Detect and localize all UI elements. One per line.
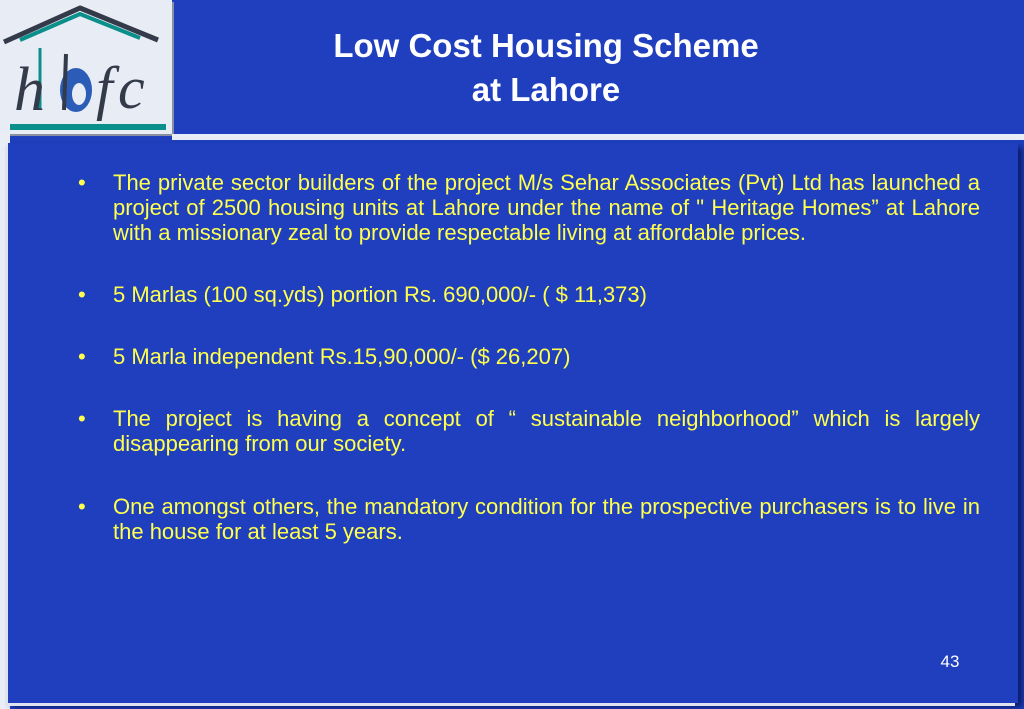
bullet-item <box>74 344 980 369</box>
bullet-item <box>74 282 980 307</box>
title-line-2: at Lahore <box>471 71 621 108</box>
header-divider <box>172 134 1024 140</box>
bullet-dot-icon: • <box>78 406 86 431</box>
bullet-dot-icon: • <box>78 344 86 369</box>
bullet-text: The private sector builders of the project M/s Sehar Associates (Pvt) Ltd has launched a project of 2500 housing units at Lahore under the name of " Heritage Homes” at Lahore with a missionary zeal to provide respectable living at affordable prices. <box>113 170 980 245</box>
page-number: 43 <box>940 652 960 671</box>
bullet-item <box>74 406 980 456</box>
bullet-item <box>74 170 980 245</box>
house-logo-icon <box>0 0 172 134</box>
slide-title <box>300 24 792 112</box>
title-line-1: Low Cost Housing Scheme <box>333 27 759 64</box>
svg-text:h: h <box>14 56 45 124</box>
bullet-dot-icon: • <box>78 282 86 307</box>
bullet-text: The project is having a concept of “ sustainable neighborhood” which is largely disappearing from our society. <box>113 406 980 456</box>
bullet-item <box>74 494 980 544</box>
hbfc-logo <box>0 0 172 134</box>
bullet-dot-icon: • <box>78 494 86 519</box>
bullet-dot-icon: • <box>78 170 86 195</box>
bullet-text: 5 Marla independent Rs.15,90,000/- ($ 26,207) <box>113 344 571 369</box>
svg-text:f: f <box>96 55 113 121</box>
bullet-text: One amongst others, the mandatory condition for the prospective purchasers is to live in the house for at least 5 years. <box>113 494 980 544</box>
svg-text:c: c <box>118 55 145 121</box>
bullet-text: 5 Marlas (100 sq.yds) portion Rs. 690,000/- ( $ 11,373) <box>113 282 647 307</box>
bullet-list <box>74 170 980 544</box>
